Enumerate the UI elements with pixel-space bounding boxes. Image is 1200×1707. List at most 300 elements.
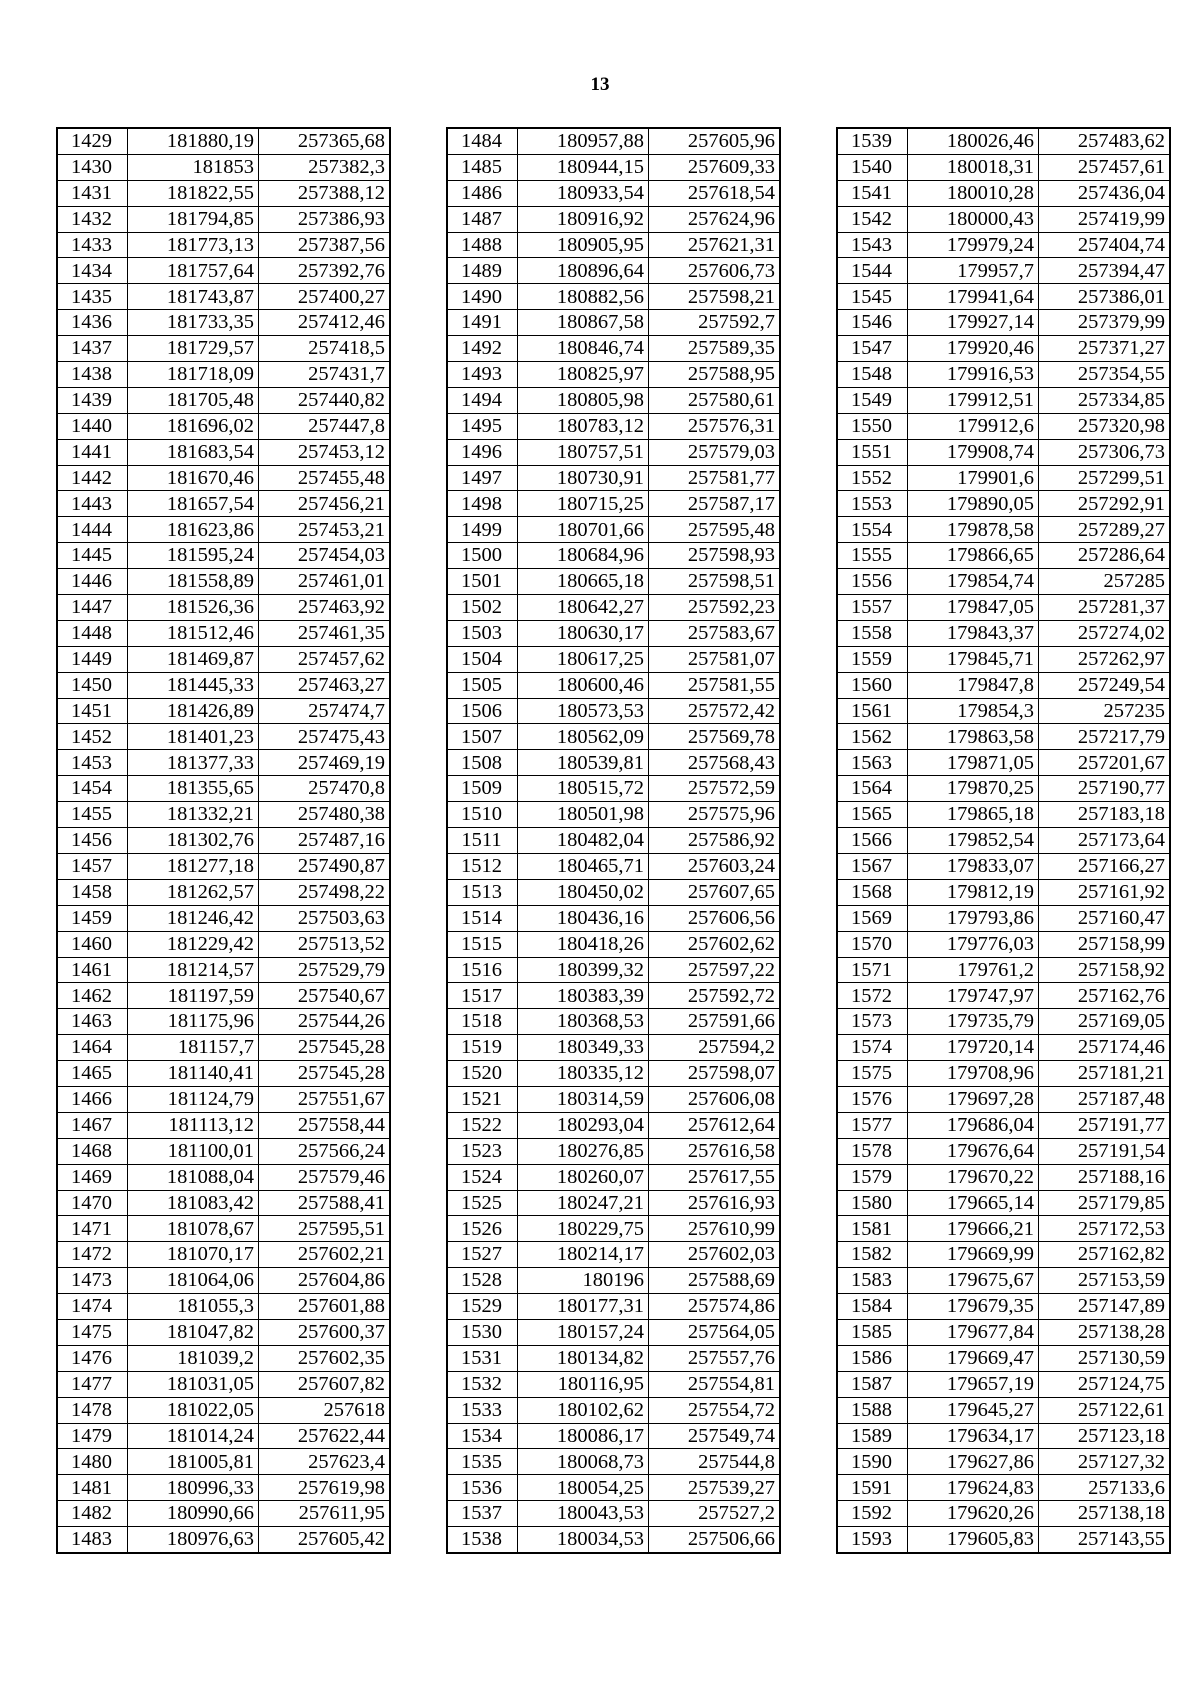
y-coordinate-cell: 257483,62: [1039, 129, 1170, 155]
x-coordinate-cell: 179912,51: [908, 387, 1039, 413]
x-coordinate-cell: 181047,82: [128, 1319, 259, 1345]
y-coordinate-cell: 257545,28: [259, 1035, 390, 1061]
table-row: [448, 983, 780, 1009]
y-coordinate-cell: 257621,31: [649, 232, 780, 258]
x-coordinate-cell: 181124,79: [128, 1086, 259, 1112]
point-number-cell: 1532: [448, 1371, 518, 1397]
table-row: [58, 1449, 390, 1475]
y-coordinate-cell: 257487,16: [259, 828, 390, 854]
point-number-cell: 1469: [58, 1164, 128, 1190]
y-coordinate-cell: 257569,78: [649, 724, 780, 750]
table-row: [58, 1035, 390, 1061]
table-row: [58, 569, 390, 595]
point-number-cell: 1522: [448, 1112, 518, 1138]
table-row: [448, 517, 780, 543]
point-number-cell: 1583: [838, 1268, 908, 1294]
table-row: [448, 232, 780, 258]
point-number-cell: 1534: [448, 1423, 518, 1449]
table-row: [838, 1216, 1170, 1242]
point-number-cell: 1474: [58, 1294, 128, 1320]
table-row: [58, 1501, 390, 1527]
table-row: [838, 129, 1170, 155]
point-number-cell: 1496: [448, 439, 518, 465]
y-coordinate-cell: 257174,46: [1039, 1035, 1170, 1061]
x-coordinate-cell: 180418,26: [518, 931, 649, 957]
y-coordinate-cell: 257598,21: [649, 284, 780, 310]
y-coordinate-cell: 257575,96: [649, 802, 780, 828]
point-number-cell: 1546: [838, 310, 908, 336]
y-coordinate-cell: 257490,87: [259, 853, 390, 879]
y-coordinate-cell: 257544,26: [259, 1009, 390, 1035]
table-row: [448, 1009, 780, 1035]
table-row: [448, 1294, 780, 1320]
table-row: [448, 491, 780, 517]
y-coordinate-cell: 257592,7: [649, 310, 780, 336]
point-number-cell: 1554: [838, 517, 908, 543]
point-number-cell: 1438: [58, 362, 128, 388]
table-row: [838, 413, 1170, 439]
table-row: [58, 387, 390, 413]
y-coordinate-cell: 257133,6: [1039, 1475, 1170, 1501]
y-coordinate-cell: 257161,92: [1039, 879, 1170, 905]
table-row: [448, 569, 780, 595]
y-coordinate-cell: 257623,4: [259, 1449, 390, 1475]
x-coordinate-cell: 181070,17: [128, 1242, 259, 1268]
table-row: [838, 1475, 1170, 1501]
y-coordinate-cell: 257286,64: [1039, 543, 1170, 569]
point-number-cell: 1528: [448, 1268, 518, 1294]
point-number-cell: 1453: [58, 750, 128, 776]
x-coordinate-cell: 181757,64: [128, 258, 259, 284]
x-coordinate-cell: 181214,57: [128, 957, 259, 983]
x-coordinate-cell: 180102,62: [518, 1397, 649, 1423]
table-row: [838, 543, 1170, 569]
x-coordinate-cell: 181512,46: [128, 620, 259, 646]
x-coordinate-cell: 180562,09: [518, 724, 649, 750]
x-coordinate-cell: 181670,46: [128, 465, 259, 491]
x-coordinate-cell: 179677,84: [908, 1319, 1039, 1345]
point-number-cell: 1553: [838, 491, 908, 517]
point-number-cell: 1495: [448, 413, 518, 439]
coordinate-table-2: [447, 128, 780, 1553]
table-row: [448, 1216, 780, 1242]
point-number-cell: 1461: [58, 957, 128, 983]
point-number-cell: 1548: [838, 362, 908, 388]
point-number-cell: 1544: [838, 258, 908, 284]
x-coordinate-cell: 179669,99: [908, 1242, 1039, 1268]
point-number-cell: 1440: [58, 413, 128, 439]
y-coordinate-cell: 257469,19: [259, 750, 390, 776]
table-row: [448, 1138, 780, 1164]
y-coordinate-cell: 257612,64: [649, 1112, 780, 1138]
x-coordinate-cell: 179670,22: [908, 1164, 1039, 1190]
point-number-cell: 1549: [838, 387, 908, 413]
table-row: [838, 1345, 1170, 1371]
x-coordinate-cell: 181880,19: [128, 129, 259, 155]
y-coordinate-cell: 257371,27: [1039, 336, 1170, 362]
point-number-cell: 1574: [838, 1035, 908, 1061]
x-coordinate-cell: 180665,18: [518, 569, 649, 595]
y-coordinate-cell: 257607,65: [649, 879, 780, 905]
x-coordinate-cell: 179776,03: [908, 931, 1039, 957]
point-number-cell: 1545: [838, 284, 908, 310]
y-coordinate-cell: 257388,12: [259, 180, 390, 206]
point-number-cell: 1587: [838, 1371, 908, 1397]
y-coordinate-cell: 257179,85: [1039, 1190, 1170, 1216]
table-row: [838, 646, 1170, 672]
x-coordinate-cell: 179865,18: [908, 802, 1039, 828]
x-coordinate-cell: 181355,65: [128, 776, 259, 802]
point-number-cell: 1450: [58, 672, 128, 698]
table-row: [838, 1061, 1170, 1087]
point-number-cell: 1582: [838, 1242, 908, 1268]
y-coordinate-cell: 257611,95: [259, 1501, 390, 1527]
table-row: [838, 983, 1170, 1009]
y-coordinate-cell: 257162,76: [1039, 983, 1170, 1009]
point-number-cell: 1542: [838, 206, 908, 232]
table-row: [448, 1086, 780, 1112]
table-row: [838, 802, 1170, 828]
point-number-cell: 1502: [448, 595, 518, 621]
x-coordinate-cell: 179870,25: [908, 776, 1039, 802]
x-coordinate-cell: 180905,95: [518, 232, 649, 258]
table-row: [58, 1319, 390, 1345]
y-coordinate-cell: 257463,27: [259, 672, 390, 698]
y-coordinate-cell: 257610,99: [649, 1216, 780, 1242]
point-number-cell: 1566: [838, 828, 908, 854]
y-coordinate-cell: 257601,88: [259, 1294, 390, 1320]
y-coordinate-cell: 257588,69: [649, 1268, 780, 1294]
point-number-cell: 1481: [58, 1475, 128, 1501]
table-row: [58, 595, 390, 621]
table-row: [448, 1112, 780, 1138]
x-coordinate-cell: 179747,97: [908, 983, 1039, 1009]
table-row: [58, 154, 390, 180]
table-row: [58, 1345, 390, 1371]
table-row: [58, 413, 390, 439]
x-coordinate-cell: 181014,24: [128, 1423, 259, 1449]
point-number-cell: 1570: [838, 931, 908, 957]
x-coordinate-cell: 181733,35: [128, 310, 259, 336]
x-coordinate-cell: 180157,24: [518, 1319, 649, 1345]
y-coordinate-cell: 257419,99: [1039, 206, 1170, 232]
point-number-cell: 1464: [58, 1035, 128, 1061]
x-coordinate-cell: 180465,71: [518, 853, 649, 879]
point-number-cell: 1514: [448, 905, 518, 931]
point-number-cell: 1451: [58, 698, 128, 724]
point-number-cell: 1527: [448, 1242, 518, 1268]
table-row: [838, 672, 1170, 698]
point-number-cell: 1441: [58, 439, 128, 465]
table-row: [838, 154, 1170, 180]
point-number-cell: 1567: [838, 853, 908, 879]
y-coordinate-cell: 257455,48: [259, 465, 390, 491]
x-coordinate-cell: 180043,53: [518, 1501, 649, 1527]
point-number-cell: 1571: [838, 957, 908, 983]
y-coordinate-cell: 257160,47: [1039, 905, 1170, 931]
x-coordinate-cell: 181197,59: [128, 983, 259, 1009]
x-coordinate-cell: 179927,14: [908, 310, 1039, 336]
point-number-cell: 1467: [58, 1112, 128, 1138]
point-number-cell: 1491: [448, 310, 518, 336]
table-row: [58, 1397, 390, 1423]
x-coordinate-cell: 180368,53: [518, 1009, 649, 1035]
point-number-cell: 1465: [58, 1061, 128, 1087]
table-row: [838, 180, 1170, 206]
y-coordinate-cell: 257503,63: [259, 905, 390, 931]
x-coordinate-cell: 181039,2: [128, 1345, 259, 1371]
point-number-cell: 1590: [838, 1449, 908, 1475]
x-coordinate-cell: 179686,04: [908, 1112, 1039, 1138]
point-number-cell: 1463: [58, 1009, 128, 1035]
x-coordinate-cell: 180642,27: [518, 595, 649, 621]
x-coordinate-cell: 181623,86: [128, 517, 259, 543]
x-coordinate-cell: 180916,92: [518, 206, 649, 232]
y-coordinate-cell: 257392,76: [259, 258, 390, 284]
x-coordinate-cell: 179708,96: [908, 1061, 1039, 1087]
table-row: [58, 750, 390, 776]
point-number-cell: 1535: [448, 1449, 518, 1475]
y-coordinate-cell: 257457,61: [1039, 154, 1170, 180]
table-row: [448, 776, 780, 802]
table-row: [838, 879, 1170, 905]
table-row: [448, 1190, 780, 1216]
y-coordinate-cell: 257544,8: [649, 1449, 780, 1475]
table-row: [838, 828, 1170, 854]
point-number-cell: 1480: [58, 1449, 128, 1475]
x-coordinate-cell: 180715,25: [518, 491, 649, 517]
y-coordinate-cell: 257274,02: [1039, 620, 1170, 646]
y-coordinate-cell: 257592,23: [649, 595, 780, 621]
point-number-cell: 1459: [58, 905, 128, 931]
x-coordinate-cell: 180996,33: [128, 1475, 259, 1501]
point-number-cell: 1560: [838, 672, 908, 698]
point-number-cell: 1539: [838, 129, 908, 155]
x-coordinate-cell: 181064,06: [128, 1268, 259, 1294]
point-number-cell: 1466: [58, 1086, 128, 1112]
table-row: [448, 905, 780, 931]
x-coordinate-cell: 180026,46: [908, 129, 1039, 155]
x-coordinate-cell: 179863,58: [908, 724, 1039, 750]
y-coordinate-cell: 257289,27: [1039, 517, 1170, 543]
x-coordinate-cell: 180539,81: [518, 750, 649, 776]
point-number-cell: 1434: [58, 258, 128, 284]
point-number-cell: 1512: [448, 853, 518, 879]
y-coordinate-cell: 257379,99: [1039, 310, 1170, 336]
table-row: [58, 465, 390, 491]
y-coordinate-cell: 257576,31: [649, 413, 780, 439]
y-coordinate-cell: 257382,3: [259, 154, 390, 180]
table-row: [58, 983, 390, 1009]
y-coordinate-cell: 257586,92: [649, 828, 780, 854]
x-coordinate-cell: 181683,54: [128, 439, 259, 465]
table-row: [448, 1371, 780, 1397]
point-number-cell: 1592: [838, 1501, 908, 1527]
x-coordinate-cell: 180846,74: [518, 336, 649, 362]
x-coordinate-cell: 179665,14: [908, 1190, 1039, 1216]
table-row: [448, 180, 780, 206]
point-number-cell: 1565: [838, 802, 908, 828]
y-coordinate-cell: 257603,24: [649, 853, 780, 879]
table-row: [838, 206, 1170, 232]
table-row: [448, 1164, 780, 1190]
x-coordinate-cell: 181262,57: [128, 879, 259, 905]
x-coordinate-cell: 181445,33: [128, 672, 259, 698]
x-coordinate-cell: 180018,31: [908, 154, 1039, 180]
x-coordinate-cell: 180600,46: [518, 672, 649, 698]
point-number-cell: 1435: [58, 284, 128, 310]
table-row: [838, 905, 1170, 931]
y-coordinate-cell: 257606,08: [649, 1086, 780, 1112]
y-coordinate-cell: 257581,07: [649, 646, 780, 672]
x-coordinate-cell: 179847,05: [908, 595, 1039, 621]
point-number-cell: 1526: [448, 1216, 518, 1242]
y-coordinate-cell: 257138,18: [1039, 1501, 1170, 1527]
x-coordinate-cell: 180000,43: [908, 206, 1039, 232]
table-row: [448, 439, 780, 465]
point-number-cell: 1488: [448, 232, 518, 258]
point-number-cell: 1470: [58, 1190, 128, 1216]
x-coordinate-cell: 181794,85: [128, 206, 259, 232]
table-row: [448, 646, 780, 672]
point-number-cell: 1458: [58, 879, 128, 905]
table-row: [448, 1449, 780, 1475]
x-coordinate-cell: 180990,66: [128, 1501, 259, 1527]
point-number-cell: 1557: [838, 595, 908, 621]
y-coordinate-cell: 257181,21: [1039, 1061, 1170, 1087]
point-number-cell: 1537: [448, 1501, 518, 1527]
x-coordinate-cell: 180630,17: [518, 620, 649, 646]
x-coordinate-cell: 180783,12: [518, 413, 649, 439]
table-row: [58, 828, 390, 854]
point-number-cell: 1568: [838, 879, 908, 905]
point-number-cell: 1439: [58, 387, 128, 413]
y-coordinate-cell: 257235: [1039, 698, 1170, 724]
point-number-cell: 1433: [58, 232, 128, 258]
y-coordinate-cell: 257605,96: [649, 129, 780, 155]
point-number-cell: 1533: [448, 1397, 518, 1423]
x-coordinate-cell: 181469,87: [128, 646, 259, 672]
table-row: [838, 853, 1170, 879]
x-coordinate-cell: 180730,91: [518, 465, 649, 491]
y-coordinate-cell: 257191,77: [1039, 1112, 1170, 1138]
x-coordinate-cell: 181055,3: [128, 1294, 259, 1320]
point-number-cell: 1524: [448, 1164, 518, 1190]
point-number-cell: 1430: [58, 154, 128, 180]
x-coordinate-cell: 179627,86: [908, 1449, 1039, 1475]
point-number-cell: 1564: [838, 776, 908, 802]
point-number-cell: 1505: [448, 672, 518, 698]
x-coordinate-cell: 179845,71: [908, 646, 1039, 672]
table-row: [838, 1397, 1170, 1423]
point-number-cell: 1444: [58, 517, 128, 543]
table-row: [58, 853, 390, 879]
y-coordinate-cell: 257527,2: [649, 1501, 780, 1527]
point-number-cell: 1562: [838, 724, 908, 750]
table-row: [58, 336, 390, 362]
point-number-cell: 1569: [838, 905, 908, 931]
table-row: [838, 595, 1170, 621]
point-number-cell: 1447: [58, 595, 128, 621]
y-coordinate-cell: 257506,66: [649, 1527, 780, 1553]
table-row: [838, 1190, 1170, 1216]
point-number-cell: 1547: [838, 336, 908, 362]
table-row: [838, 1112, 1170, 1138]
y-coordinate-cell: 257587,17: [649, 491, 780, 517]
y-coordinate-cell: 257619,98: [259, 1475, 390, 1501]
y-coordinate-cell: 257624,96: [649, 206, 780, 232]
x-coordinate-cell: 180034,53: [518, 1527, 649, 1553]
table-row: [838, 387, 1170, 413]
y-coordinate-cell: 257474,7: [259, 698, 390, 724]
point-number-cell: 1462: [58, 983, 128, 1009]
point-number-cell: 1578: [838, 1138, 908, 1164]
table-row: [838, 776, 1170, 802]
x-coordinate-cell: 181083,42: [128, 1190, 259, 1216]
y-coordinate-cell: 257568,43: [649, 750, 780, 776]
x-coordinate-cell: 181426,89: [128, 698, 259, 724]
x-coordinate-cell: 179871,05: [908, 750, 1039, 776]
x-coordinate-cell: 181157,7: [128, 1035, 259, 1061]
x-coordinate-cell: 180617,25: [518, 646, 649, 672]
point-number-cell: 1457: [58, 853, 128, 879]
y-coordinate-cell: 257281,37: [1039, 595, 1170, 621]
y-coordinate-cell: 257320,98: [1039, 413, 1170, 439]
point-number-cell: 1536: [448, 1475, 518, 1501]
point-number-cell: 1581: [838, 1216, 908, 1242]
x-coordinate-cell: 179941,64: [908, 284, 1039, 310]
point-number-cell: 1591: [838, 1475, 908, 1501]
point-number-cell: 1558: [838, 620, 908, 646]
y-coordinate-cell: 257480,38: [259, 802, 390, 828]
point-number-cell: 1525: [448, 1190, 518, 1216]
y-coordinate-cell: 257589,35: [649, 336, 780, 362]
y-coordinate-cell: 257418,5: [259, 336, 390, 362]
y-coordinate-cell: 257166,27: [1039, 853, 1170, 879]
y-coordinate-cell: 257595,51: [259, 1216, 390, 1242]
point-number-cell: 1543: [838, 232, 908, 258]
x-coordinate-cell: 180229,75: [518, 1216, 649, 1242]
y-coordinate-cell: 257191,54: [1039, 1138, 1170, 1164]
y-coordinate-cell: 257183,18: [1039, 802, 1170, 828]
x-coordinate-cell: 179634,17: [908, 1423, 1039, 1449]
table-row: [58, 776, 390, 802]
y-coordinate-cell: 257447,8: [259, 413, 390, 439]
table-row: [448, 828, 780, 854]
table-row: [58, 232, 390, 258]
y-coordinate-cell: 257172,53: [1039, 1216, 1170, 1242]
point-number-cell: 1436: [58, 310, 128, 336]
y-coordinate-cell: 257461,01: [259, 569, 390, 595]
x-coordinate-cell: 180196: [518, 1268, 649, 1294]
y-coordinate-cell: 257453,12: [259, 439, 390, 465]
table-row: [448, 724, 780, 750]
table-row: [58, 543, 390, 569]
point-number-cell: 1529: [448, 1294, 518, 1320]
point-number-cell: 1531: [448, 1345, 518, 1371]
point-number-cell: 1515: [448, 931, 518, 957]
x-coordinate-cell: 181773,13: [128, 232, 259, 258]
x-coordinate-cell: 180515,72: [518, 776, 649, 802]
y-coordinate-cell: 257188,16: [1039, 1164, 1170, 1190]
x-coordinate-cell: 181022,05: [128, 1397, 259, 1423]
point-number-cell: 1584: [838, 1294, 908, 1320]
x-coordinate-cell: 180349,33: [518, 1035, 649, 1061]
y-coordinate-cell: 257554,81: [649, 1371, 780, 1397]
y-coordinate-cell: 257147,89: [1039, 1294, 1170, 1320]
table-row: [58, 1294, 390, 1320]
table-row: [838, 1035, 1170, 1061]
